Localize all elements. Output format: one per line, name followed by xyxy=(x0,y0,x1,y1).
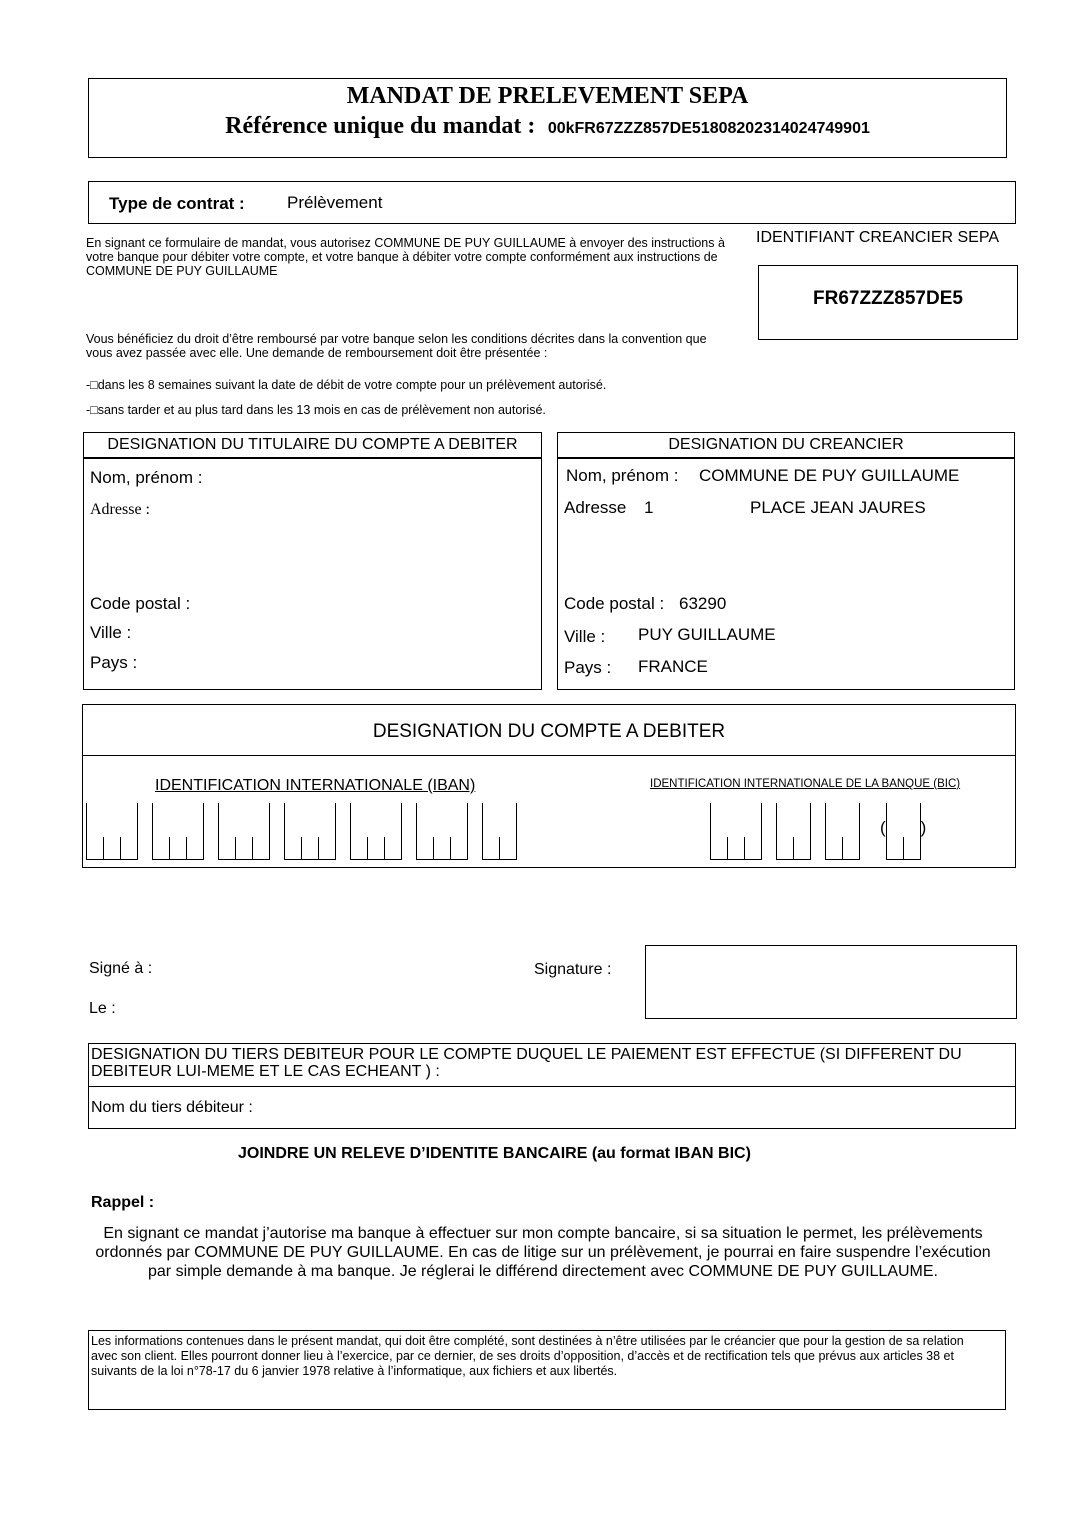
creditor-name-label: Nom, prénom : xyxy=(566,466,679,485)
signed-at-label: Signé à : xyxy=(89,960,153,977)
third-party-divider xyxy=(89,1086,1015,1087)
digit-cell[interactable] xyxy=(744,837,761,859)
rights-bullet-2: -□sans tarder et au plus tard dans les 13 mois en cas de prélèvement non autorisé. xyxy=(86,403,546,417)
iban-group[interactable] xyxy=(152,803,204,860)
iban-group[interactable] xyxy=(284,803,336,860)
digit-cell[interactable] xyxy=(284,803,301,859)
digit-cell[interactable] xyxy=(350,803,367,859)
privacy-box xyxy=(88,1330,1006,1410)
creditor-id-value: FR67ZZZ857DE5 xyxy=(813,288,963,309)
creditor-name-value: COMMUNE DE PUY GUILLAUME xyxy=(699,466,960,485)
bic-paren-open: ( xyxy=(880,818,886,837)
debtor-postal-label: Code postal : xyxy=(90,594,191,613)
bic-group-optional[interactable] xyxy=(886,803,921,860)
iban-group[interactable] xyxy=(416,803,468,860)
creditor-address-number: 1 xyxy=(644,498,654,517)
digit-cell[interactable] xyxy=(450,837,467,859)
digit-cell[interactable] xyxy=(218,803,235,859)
digit-cell[interactable] xyxy=(467,803,468,859)
digit-cell[interactable] xyxy=(499,837,516,859)
iban-group[interactable] xyxy=(86,803,138,860)
creditor-title: DESIGNATION DU CREANCIER xyxy=(668,436,904,453)
mandate-reference xyxy=(89,113,1006,140)
debtor-title-box xyxy=(83,432,542,458)
digit-cell[interactable] xyxy=(727,837,744,859)
creditor-city-label: Ville : xyxy=(564,627,606,646)
mandate-header xyxy=(88,78,1007,158)
bic-group[interactable] xyxy=(776,803,811,860)
digit-cell[interactable] xyxy=(335,803,336,859)
reference-value: 00kFR67ZZZ857DE5180820231402474990​1 xyxy=(547,120,870,137)
attach-rib-note: JOINDRE UN RELEVE D’IDENTITE BANCAIRE (au format IBAN BIC) xyxy=(238,1145,751,1162)
digit-cell[interactable] xyxy=(252,837,269,859)
debtor-title: DESIGNATION DU TITULAIRE DU COMPTE A DEBITER xyxy=(107,436,518,453)
third-party-name-label: Nom du tiers débiteur : xyxy=(91,1099,253,1116)
third-party-title: DESIGNATION DU TIERS DEBITEUR POUR LE COMPTE DUQUEL LE PAIEMENT EST EFFECTUE (SI DIFFERENT DU DEBITEUR LUI-MEME ET LE CAS ECHEANT ) : xyxy=(91,1046,962,1080)
debtor-box xyxy=(83,458,542,690)
digit-cell[interactable] xyxy=(203,803,204,859)
digit-cell[interactable] xyxy=(516,803,517,859)
digit-cell[interactable] xyxy=(301,837,318,859)
debtor-city-label: Ville : xyxy=(90,623,132,642)
digit-cell[interactable] xyxy=(186,837,203,859)
bic-boxes[interactable] xyxy=(710,804,926,860)
bic-group[interactable] xyxy=(710,803,762,860)
creditor-id-label: IDENTIFIANT CREANCIER SEPA xyxy=(756,229,999,246)
creditor-country-label: Pays : xyxy=(564,658,612,677)
creditor-address-value: PLACE JEAN JAURES xyxy=(750,498,926,517)
reference-label: Référence unique du mandat : xyxy=(225,113,536,139)
creditor-title-box xyxy=(557,432,1015,458)
creditor-postal-label: Code postal : xyxy=(564,594,665,613)
debtor-name-label: Nom, prénom : xyxy=(90,468,203,487)
debtor-address-label: Adresse : xyxy=(90,501,150,518)
digit-cell[interactable] xyxy=(367,837,384,859)
creditor-postal-value: 63290 xyxy=(679,594,727,613)
bic-group[interactable] xyxy=(825,803,860,860)
digit-cell[interactable] xyxy=(86,803,103,859)
digit-cell[interactable] xyxy=(120,837,137,859)
digit-cell[interactable] xyxy=(825,803,842,859)
digit-cell[interactable] xyxy=(169,837,186,859)
iban-group[interactable] xyxy=(218,803,270,860)
digit-cell[interactable] xyxy=(318,837,335,859)
third-party-box xyxy=(88,1043,1016,1129)
account-divider xyxy=(83,755,1015,756)
contract-type-label: Type de contrat : xyxy=(109,194,245,213)
intro-text: En signant ce formulaire de mandat, vous autorisez COMMUNE DE PUY GUILLAUME à envoyer des instructions à votre banque pour débiter votre compte, et votre banque à débiter votre compte conformément aux instructions de COMMUNE DE PUY GUILLAUME xyxy=(86,236,725,278)
digit-cell[interactable] xyxy=(482,803,499,859)
digit-cell[interactable] xyxy=(761,803,762,859)
privacy-text: Les informations contenues dans le présent mandat, qui doit être complété, sont destinées à n’être utilisées par le créancier que pour la gestion de sa relation avec son client. Elles pourront donner lieu à l’exercice, par ce dernier, de ses droits d’opposition, d’accès et de rectification tels que prévus aux articles 38 et suivants de la loi n°78-17 du 6 janvier 1978 relative à l’informatique, aux fichiers et aux libertés. xyxy=(91,1334,964,1378)
digit-cell[interactable] xyxy=(152,803,169,859)
digit-cell[interactable] xyxy=(384,837,401,859)
digit-cell[interactable] xyxy=(710,803,727,859)
iban-group[interactable] xyxy=(482,803,517,860)
iban-group[interactable] xyxy=(350,803,402,860)
creditor-country-value: FRANCE xyxy=(638,657,708,676)
digit-cell[interactable] xyxy=(416,803,433,859)
digit-cell[interactable] xyxy=(776,803,793,859)
account-title: DESIGNATION DU COMPTE A DEBITER xyxy=(372,721,726,742)
reminder-title: Rappel : xyxy=(91,1194,155,1211)
date-label: Le : xyxy=(89,1000,116,1017)
creditor-city-value: PUY GUILLAUME xyxy=(638,625,776,644)
signature-box[interactable] xyxy=(645,945,1017,1019)
digit-cell[interactable] xyxy=(103,837,120,859)
digit-cell[interactable] xyxy=(810,803,811,859)
digit-cell[interactable] xyxy=(401,803,402,859)
bic-paren-close: ) xyxy=(920,818,927,837)
digit-cell[interactable] xyxy=(793,837,810,859)
mandate-title: MANDAT DE PRELEVEMENT SEPA xyxy=(346,83,749,109)
digit-cell[interactable] xyxy=(842,837,859,859)
creditor-id-box xyxy=(758,265,1018,340)
digit-cell[interactable] xyxy=(903,837,920,859)
contract-type-box xyxy=(88,181,1016,224)
rights-bullet-1: -□dans les 8 semaines suivant la date de débit de votre compte pour un prélèvement autorisé. xyxy=(86,378,607,392)
digit-cell[interactable] xyxy=(137,803,138,859)
creditor-address-label: Adresse xyxy=(564,498,627,517)
bic-label: IDENTIFICATION INTERNATIONALE DE LA BANQUE (BIC) xyxy=(650,778,961,790)
rights-text: Vous bénéficiez du droit d’être remboursé par votre banque selon les conditions décrites dans la convention que vous avez passée avec elle. Une demande de remboursement doit être présentée : xyxy=(86,332,707,360)
debtor-country-label: Pays : xyxy=(90,653,138,672)
signature-label: Signature : xyxy=(534,961,612,978)
digit-cell[interactable] xyxy=(433,837,450,859)
contract-type-value: Prélèvement xyxy=(287,193,383,212)
reminder-text: En signant ce mandat j’autorise ma banque à effectuer sur mon compte bancaire, si sa situation le permet, les prélèvements ordonnés par COMMUNE DE PUY GUILLAUME. En cas de litige sur un prélèvement, je pourrai en faire suspendre l’exécution par simple demande à ma banque. Je réglerai le différend directement avec COMMUNE DE PUY GUILLAUME. xyxy=(95,1225,991,1280)
digit-cell[interactable] xyxy=(859,803,860,859)
digit-cell[interactable] xyxy=(269,803,270,859)
iban-label: IDENTIFICATION INTERNATIONALE (IBAN) xyxy=(155,777,476,794)
iban-boxes[interactable] xyxy=(86,804,531,860)
digit-cell[interactable] xyxy=(235,837,252,859)
digit-cell[interactable] xyxy=(886,803,903,859)
creditor-box xyxy=(557,458,1015,690)
